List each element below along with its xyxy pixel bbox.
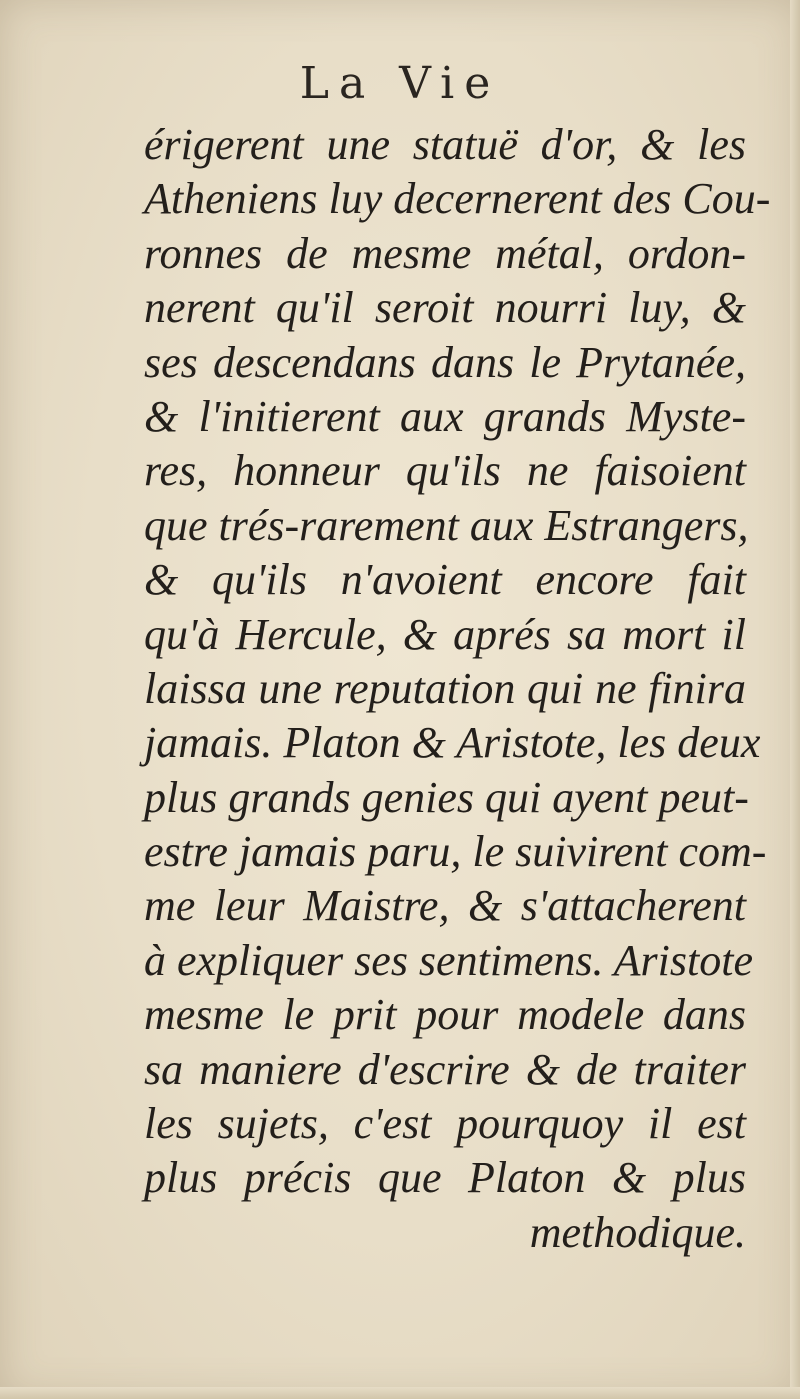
text-line: & l'initierent aux grands Myste- bbox=[144, 391, 746, 441]
text-line: & qu'ils n'avoient encore fait bbox=[144, 555, 746, 605]
text-line: les sujets, c'est pourquoy il est bbox=[144, 1099, 746, 1149]
text-line: qu'à Hercule, & aprés sa mort il bbox=[144, 609, 746, 659]
text-line: nerent qu'il seroit nourri luy, & bbox=[144, 283, 746, 333]
text-line: plus grands genies qui ayent peut- bbox=[144, 772, 749, 822]
text-line: érigerent une statuë d'or, & les bbox=[144, 120, 746, 169]
text-line: à expliquer ses sentimens. Aristote bbox=[144, 935, 753, 985]
text-line: me leur Maistre, & s'attacherent bbox=[144, 881, 746, 931]
text-line-last: methodique. bbox=[529, 1207, 746, 1257]
text-line: laissa une reputation qui ne finira bbox=[144, 663, 746, 713]
text-line: ronnes de mesme métal, ordon- bbox=[144, 228, 746, 278]
text-line: Atheniens luy decernerent des Cou- bbox=[144, 174, 771, 224]
text-line: estre jamais paru, le suivirent com- bbox=[144, 827, 767, 877]
text-line: jamais. Platon & Aristote, les deux bbox=[144, 718, 761, 768]
body-text bbox=[144, 118, 771, 1260]
page-edge-right bbox=[790, 0, 800, 1399]
text-line: plus précis que Platon & plus bbox=[144, 1153, 746, 1203]
page-edge-bottom bbox=[0, 1387, 800, 1399]
text-line: ses descendans dans le Prytanée, bbox=[144, 337, 746, 387]
text-line: res, honneur qu'ils ne faisoient bbox=[144, 446, 746, 496]
text-line: sa maniere d'escrire & de traiter bbox=[144, 1044, 746, 1094]
text-line: mesme le prit pour modele dans bbox=[144, 990, 746, 1040]
running-head: La Vie bbox=[299, 58, 501, 109]
text-line: que trés-rarement aux Estrangers, bbox=[144, 500, 749, 550]
